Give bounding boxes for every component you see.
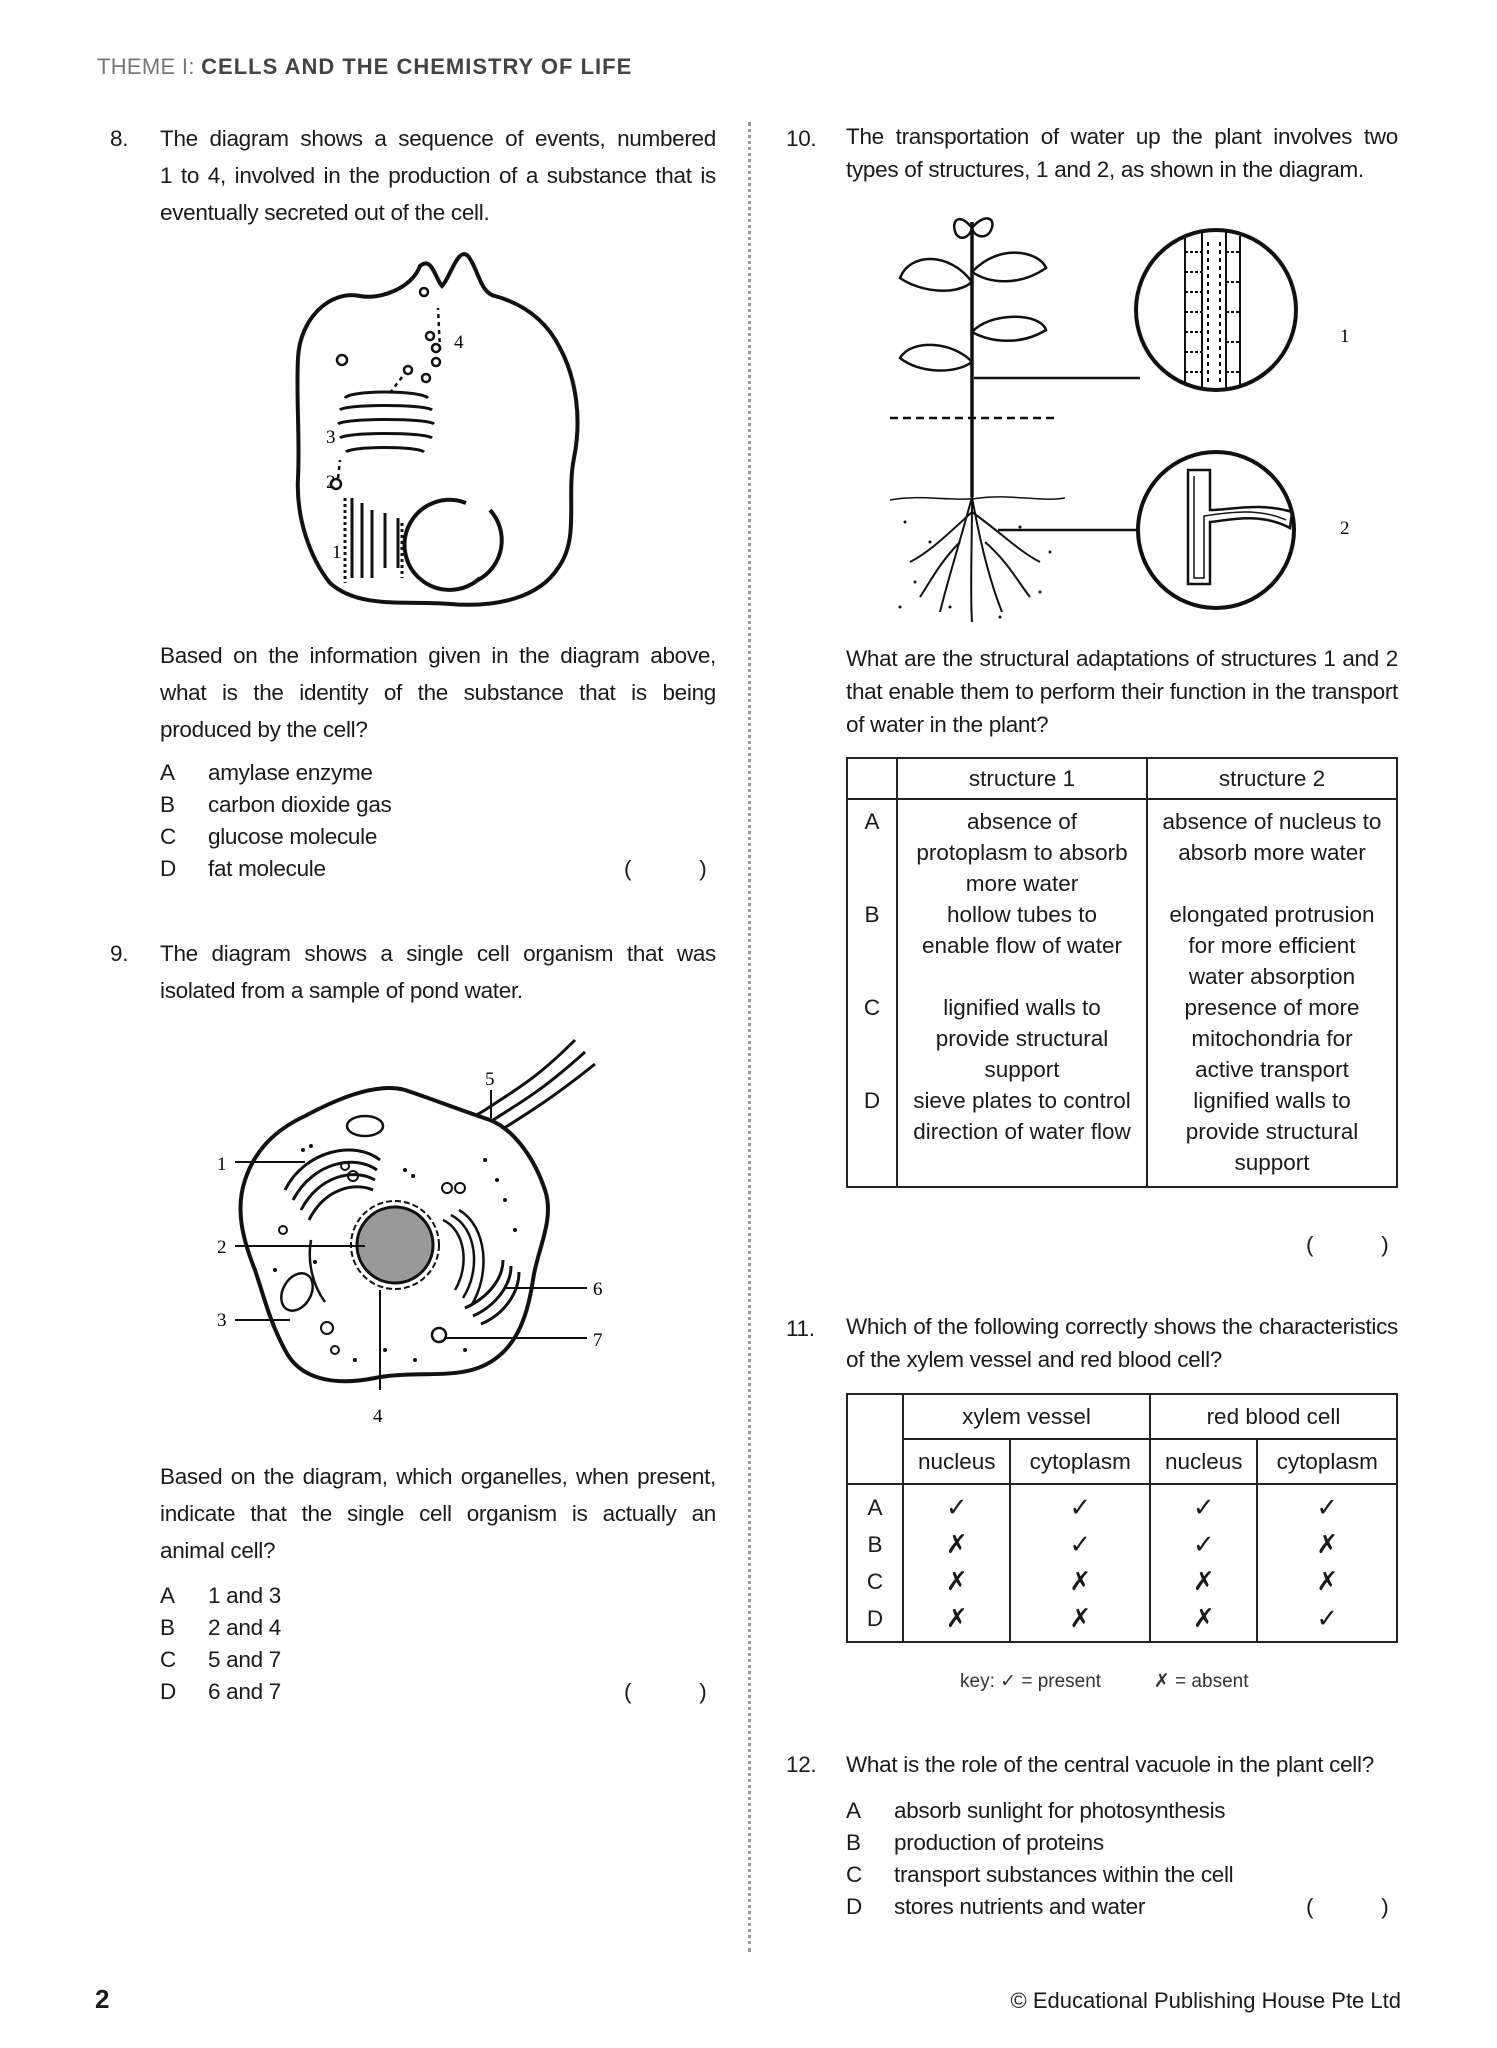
q10-options-table	[846, 757, 1398, 1188]
q12-stem	[846, 1746, 1398, 1783]
corner-cell	[847, 1394, 903, 1484]
tick-mark: ✗	[1150, 1600, 1257, 1642]
q10-roots	[910, 497, 1040, 622]
cell-line: support	[984, 1057, 1060, 1082]
q8-label-4: 4	[454, 332, 464, 353]
option-letter: A	[846, 1798, 861, 1823]
copyright-notice: © Educational Publishing House Pte Ltd	[1010, 1988, 1401, 2013]
bracket-close: )	[1381, 1232, 1389, 1257]
option-letter: C	[846, 1862, 862, 1887]
q8-nucleus	[405, 500, 502, 590]
table-group-header-row	[847, 1394, 1397, 1439]
header-nucleus: nucleus	[1150, 1439, 1257, 1484]
option-text: 1 and 3	[208, 1583, 281, 1608]
q10-soil-dots	[899, 521, 1052, 619]
q12-answer-bracket[interactable]	[1306, 1888, 1388, 1925]
cell-line: elongated protrusion	[1169, 902, 1375, 927]
q10-number: 10.	[786, 126, 817, 151]
q9-number: 9.	[110, 941, 129, 966]
q10-plant-diagram	[890, 212, 1360, 627]
header-nucleus: nucleus	[903, 1439, 1010, 1484]
cell-line: lignified walls to	[1193, 1088, 1351, 1113]
q8-label-1: 1	[332, 542, 342, 563]
q8-stem	[160, 120, 716, 231]
q8-prompt-line: Based on the information given in the diagram above,	[160, 643, 716, 668]
cell-line: provide structural	[935, 1026, 1109, 1051]
bracket-close: )	[699, 1679, 707, 1704]
option-letter: A	[160, 760, 175, 785]
q9-label-6: 6	[593, 1279, 603, 1300]
q8-answer-bracket[interactable]	[624, 850, 706, 887]
q8-label-3: 3	[326, 427, 336, 448]
q9-label-3: 3	[217, 1310, 227, 1331]
q8-label-2: 2	[326, 472, 336, 493]
cell-line: direction of water flow	[913, 1119, 1131, 1144]
q9-label-7: 7	[593, 1330, 603, 1351]
option-letter: B	[160, 792, 175, 817]
option-letter: B	[160, 1615, 175, 1640]
option-letter: D	[160, 856, 176, 881]
row-structure-1	[897, 1085, 1147, 1187]
option-text: 6 and 7	[208, 1679, 281, 1704]
cell-line: for more efficient	[1188, 933, 1356, 958]
q10-answer-bracket[interactable]	[1306, 1226, 1388, 1263]
q12-stem-line: What is the role of the central vacuole in the plant cell?	[846, 1752, 1374, 1777]
cell-line: protoplasm to absorb	[916, 840, 1128, 865]
cell-line: hollow tubes to	[946, 902, 1098, 927]
option-letter: D	[160, 1679, 176, 1704]
q8-stem-line: The diagram shows a sequence of events, numbered	[160, 126, 716, 151]
cell-line: absence of nucleus to	[1162, 809, 1382, 834]
option-letter: B	[846, 1830, 861, 1855]
q10-prompt-line: of water in the plant?	[846, 712, 1049, 737]
row-structure-1	[897, 992, 1147, 1085]
bracket-open: (	[624, 856, 632, 881]
table-row[interactable]	[847, 1563, 1397, 1600]
header-cytoplasm: cytoplasm	[1010, 1439, 1150, 1484]
q10-soil-line	[890, 497, 1065, 500]
header-red-blood-cell: red blood cell	[1150, 1394, 1397, 1439]
option-text: amylase enzyme	[208, 760, 373, 785]
q8-prompt-line: produced by the cell?	[160, 717, 368, 742]
q9-option-d[interactable]	[160, 1673, 281, 1710]
q8-prompt	[160, 637, 716, 748]
q8-prompt-line: what is the identity of the substance that is being	[160, 680, 716, 705]
row-structure-2	[1147, 1085, 1397, 1187]
q9-answer-bracket[interactable]	[624, 1673, 706, 1710]
row-structure-2	[1147, 799, 1397, 899]
q9-prompt-line: indicate that the single cell organism is actually an	[160, 1501, 716, 1526]
q9-label-5: 5	[485, 1069, 495, 1090]
tick-mark: ✗	[903, 1526, 1010, 1563]
row-letter: B	[847, 1526, 903, 1563]
q10-label-2: 2	[1340, 518, 1350, 539]
table-row[interactable]	[847, 992, 1397, 1085]
q12-option-d[interactable]	[846, 1888, 1145, 1925]
tick-mark: ✓	[1257, 1484, 1397, 1526]
cell-line: more water	[965, 871, 1079, 896]
table-row[interactable]	[847, 1526, 1397, 1563]
q8-option-d[interactable]	[160, 850, 326, 887]
header-structure-1: structure 1	[897, 758, 1147, 799]
q8-vesicles	[331, 288, 440, 489]
tick-mark: ✗	[1150, 1563, 1257, 1600]
table-row[interactable]	[847, 1600, 1397, 1642]
theme-prefix: THEME I:	[97, 54, 202, 79]
table-row[interactable]	[847, 1085, 1397, 1187]
table-row[interactable]	[847, 1484, 1397, 1526]
tick-mark: ✗	[1010, 1600, 1150, 1642]
cell-line: sieve plates to control	[913, 1088, 1131, 1113]
option-text: carbon dioxide gas	[208, 792, 392, 817]
header-cytoplasm: cytoplasm	[1257, 1439, 1397, 1484]
table-row[interactable]	[847, 899, 1397, 992]
q10-prompt-line: What are the structural adaptations of structures 1 and 2	[846, 646, 1398, 671]
q10-stem-line: types of structures, 1 and 2, as shown in the diagram.	[846, 157, 1364, 182]
cell-line: enable flow of water	[921, 933, 1123, 958]
q8-stem-line: eventually secreted out of the cell.	[160, 200, 490, 225]
q11-key: key: ✓ = present ✗ = absent	[960, 1671, 1249, 1692]
tick-mark: ✗	[903, 1600, 1010, 1642]
cell-line: provide structural	[1185, 1119, 1359, 1144]
cell-line: presence of more	[1184, 995, 1360, 1020]
option-text: stores nutrients and water	[894, 1894, 1146, 1919]
theme-header	[97, 54, 632, 80]
row-letter: D	[847, 1085, 897, 1187]
q11-stem	[846, 1310, 1398, 1376]
q8-number: 8.	[110, 126, 129, 151]
option-letter: A	[160, 1583, 175, 1608]
q9-prompt	[160, 1458, 716, 1569]
option-letter: C	[160, 824, 176, 849]
bracket-close: )	[699, 856, 707, 881]
page-number: 2	[95, 1984, 110, 2014]
row-structure-2	[1147, 992, 1397, 1085]
q11-stem-line: Which of the following correctly shows the characteristics	[846, 1314, 1398, 1339]
cell-line: active transport	[1195, 1057, 1349, 1082]
q10-stem	[846, 120, 1398, 186]
q9-prompt-line: Based on the diagram, which organelles, when present,	[160, 1464, 716, 1489]
q11-number: 11.	[786, 1316, 815, 1341]
table-header-row	[847, 758, 1397, 799]
tick-mark: ✗	[1010, 1563, 1150, 1600]
cell-line: mitochondria for	[1191, 1026, 1353, 1051]
q10-stem-line: The transportation of water up the plant involves two	[846, 124, 1398, 149]
bracket-open: (	[1306, 1232, 1314, 1257]
option-text: 5 and 7	[208, 1647, 281, 1672]
row-structure-1	[897, 799, 1147, 899]
q9-stem-line: isolated from a sample of pond water.	[160, 978, 523, 1003]
bracket-open: (	[1306, 1894, 1314, 1919]
q9-stem	[160, 935, 716, 1009]
table-sub-header-row	[847, 1439, 1397, 1484]
cell-line: water absorption	[1188, 964, 1356, 989]
row-letter: B	[847, 899, 897, 992]
q9-label-4: 4	[373, 1406, 383, 1427]
q10-label-1: 1	[1340, 326, 1350, 347]
q10-plant	[900, 218, 1046, 497]
tick-mark: ✓	[903, 1484, 1010, 1526]
row-letter: C	[847, 992, 897, 1085]
tick-mark: ✓	[1257, 1600, 1397, 1642]
q11-stem-line: of the xylem vessel and red blood cell?	[846, 1347, 1223, 1372]
q9-animal-cell-diagram	[215, 1030, 685, 1430]
option-text: absorb sunlight for photosynthesis	[894, 1798, 1226, 1823]
option-text: production of proteins	[894, 1830, 1104, 1855]
row-structure-2	[1147, 899, 1397, 992]
option-text: 2 and 4	[208, 1615, 281, 1640]
tick-mark: ✗	[903, 1563, 1010, 1600]
corner-cell	[847, 758, 897, 799]
option-text: glucose molecule	[208, 824, 378, 849]
bracket-close: )	[1381, 1894, 1389, 1919]
tick-mark: ✓	[1010, 1484, 1150, 1526]
cell-line: absence of	[966, 809, 1078, 834]
tick-mark: ✓	[1150, 1526, 1257, 1563]
q10-prompt-line: that enable them to perform their function in the transport	[846, 679, 1398, 704]
row-letter: A	[847, 799, 897, 899]
header-xylem-vessel: xylem vessel	[903, 1394, 1150, 1439]
q10-zoom-circle-2	[1138, 452, 1294, 608]
option-letter: D	[846, 1894, 862, 1919]
q8-golgi-body	[338, 392, 434, 452]
row-letter: D	[847, 1600, 903, 1642]
row-structure-1	[897, 899, 1147, 992]
cell-line: lignified walls to	[943, 995, 1101, 1020]
cell-line: support	[1234, 1150, 1310, 1175]
option-text: transport substances within the cell	[894, 1862, 1234, 1887]
q8-secretory-cell-diagram	[290, 248, 590, 618]
bracket-open: (	[624, 1679, 632, 1704]
q10-prompt	[846, 642, 1398, 741]
column-divider	[748, 122, 751, 1952]
theme-title: CELLS AND THE CHEMISTRY OF LIFE	[201, 54, 633, 79]
option-text: fat molecule	[208, 856, 326, 881]
header-structure-2: structure 2	[1147, 758, 1397, 799]
tick-mark: ✗	[1257, 1563, 1397, 1600]
q9-label-1: 1	[217, 1154, 227, 1175]
q11-options-table	[846, 1393, 1398, 1643]
table-row[interactable]	[847, 799, 1397, 899]
tick-mark: ✓	[1150, 1484, 1257, 1526]
row-letter: C	[847, 1563, 903, 1600]
tick-mark: ✓	[1010, 1526, 1150, 1563]
q9-label-2: 2	[217, 1237, 227, 1258]
option-letter: C	[160, 1647, 176, 1672]
q10-zoom-circle-1	[1136, 230, 1296, 390]
row-letter: A	[847, 1484, 903, 1526]
q9-stem-line: The diagram shows a single cell organism that was	[160, 941, 716, 966]
tick-mark: ✗	[1257, 1526, 1397, 1563]
q8-stem-line: 1 to 4, involved in the production of a substance that is	[160, 163, 716, 188]
q9-prompt-line: animal cell?	[160, 1538, 276, 1563]
q8-rough-er	[345, 498, 402, 583]
cell-line: absorb more water	[1178, 840, 1366, 865]
q9-nucleus	[357, 1207, 433, 1283]
q12-number: 12.	[786, 1752, 817, 1777]
